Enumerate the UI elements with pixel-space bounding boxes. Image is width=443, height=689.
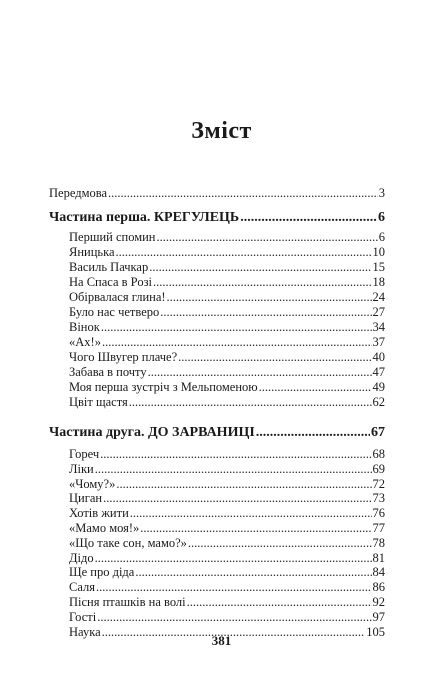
toc-entry-title: Саля: [69, 580, 95, 595]
toc-chapter[interactable]: [69, 320, 385, 335]
toc-entry-title: Циган: [69, 491, 103, 506]
toc-entry-page: 15: [372, 260, 385, 274]
toc-entry-page: 47: [372, 365, 385, 379]
leader-dots: [153, 275, 372, 290]
toc-chapter[interactable]: [69, 551, 385, 566]
toc-chapter[interactable]: [69, 580, 385, 595]
toc-entry-page: 105: [366, 624, 385, 639]
leader-dots: [148, 365, 372, 380]
toc-part-page: 6: [378, 210, 385, 225]
toc-entry-title: Перший спомин: [69, 230, 156, 244]
leader-dots: [101, 320, 372, 335]
toc-entry-page: 86: [372, 580, 385, 595]
leader-dots: [116, 477, 371, 492]
leader-dots: [95, 551, 372, 566]
toc-entry-page: 62: [372, 395, 385, 409]
leader-dots: [108, 186, 378, 201]
toc-entry-preface[interactable]: [49, 186, 385, 201]
toc-chapter[interactable]: [69, 491, 385, 506]
leader-dots: [129, 395, 372, 410]
leader-dots: [135, 565, 371, 580]
toc-entry-page: 72: [372, 476, 385, 491]
toc-entry-title: Дідо: [69, 550, 94, 565]
toc-chapter[interactable]: [69, 477, 385, 492]
toc-entry-page: 81: [372, 550, 385, 565]
toc-entry-title: Пісня пташків на волі: [69, 595, 186, 609]
toc-chapter[interactable]: [69, 380, 385, 395]
toc-chapter[interactable]: [69, 395, 385, 410]
toc-part-page: 67: [371, 425, 385, 440]
toc-chapter[interactable]: [69, 290, 385, 305]
toc-chapter[interactable]: [69, 365, 385, 380]
toc-chapter[interactable]: [69, 536, 385, 551]
toc-entry-page: 24: [372, 290, 385, 304]
toc-entry-page: 73: [372, 491, 385, 506]
toc-chapter[interactable]: [69, 260, 385, 275]
leader-dots: [167, 290, 372, 305]
toc-entry-page: 34: [372, 320, 385, 334]
toc-chapter[interactable]: [69, 275, 385, 290]
leader-dots: [160, 305, 371, 320]
toc-entry-title: Ліки: [69, 461, 94, 476]
leader-dots: [130, 506, 372, 521]
page-number: 381: [211, 633, 232, 648]
toc-entry-title: Яницька: [69, 245, 115, 259]
toc-chapter[interactable]: [69, 305, 385, 320]
toc-part-2[interactable]: [49, 425, 385, 441]
toc-entry-page: 27: [372, 305, 385, 319]
toc-entry-page: 68: [372, 447, 385, 461]
toc-entry-page: 92: [372, 595, 385, 609]
toc-entry-title: Вінок: [69, 320, 100, 334]
toc-entry-title: Цвіт щастя: [69, 395, 128, 409]
leader-dots: [96, 580, 372, 595]
toc-entry-page: 6: [378, 230, 385, 244]
toc-entry-title: Гореч: [69, 447, 100, 461]
toc-entry-title: «Чому?»: [69, 476, 116, 491]
toc-entry-page: 37: [372, 335, 385, 349]
leader-dots: [256, 425, 370, 441]
toc-entry-page: 49: [372, 380, 385, 394]
toc-entry-page: 10: [372, 245, 385, 259]
toc-entry-title: Ще про діда: [69, 565, 135, 580]
toc-entry-page: 3: [378, 186, 385, 200]
toc-chapter[interactable]: [69, 335, 385, 350]
toc-entry-title: «Що таке сон, мамо?»: [69, 535, 187, 550]
toc-entry-title: Передмова: [49, 186, 108, 200]
leader-dots: [97, 610, 371, 625]
toc-entry-page: 84: [372, 565, 385, 580]
toc-entry-title: «Мамо моя!»: [69, 521, 140, 535]
toc-chapter[interactable]: [69, 506, 385, 521]
toc-entry-title: Чого Швугер плаче?: [69, 350, 178, 364]
toc-entry-title: Забава в почту: [69, 365, 147, 379]
leader-dots: [178, 350, 371, 365]
toc-entry-title: На Спаса в Розі: [69, 275, 152, 289]
toc-chapter[interactable]: [69, 521, 385, 536]
leader-dots: [187, 595, 372, 610]
toc-chapter[interactable]: [69, 610, 385, 625]
toc-entry-title: Моя перша зустріч з Мельпоменою: [69, 380, 258, 394]
toc-entry-title: Було нас четверо: [69, 305, 160, 319]
toc-entry-title: Василь Пачкар: [69, 260, 149, 274]
leader-dots: [103, 491, 371, 506]
leader-dots: [100, 447, 371, 462]
leader-dots: [188, 536, 372, 551]
toc-chapter[interactable]: [69, 462, 385, 477]
toc-entry-title: «Ах!»: [69, 335, 101, 349]
toc-entry-page: 78: [372, 535, 385, 550]
toc-chapter[interactable]: [69, 595, 385, 610]
toc-part-1[interactable]: [49, 210, 385, 226]
leader-dots: [140, 521, 371, 536]
toc-entry-page: 18: [372, 275, 385, 289]
toc-part-title: Частина друга. ДО ЗАРВАНИЦІ: [49, 425, 255, 440]
leader-dots: [240, 210, 377, 226]
page-title: Зміст: [191, 118, 252, 144]
toc-entry-page: 97: [372, 609, 385, 624]
toc-entry-title: Хотів жити: [69, 506, 129, 521]
toc-entry-page: 76: [372, 506, 385, 521]
toc-entry-title: Обірвалася глина!: [69, 290, 166, 304]
toc-chapter[interactable]: [69, 230, 385, 245]
toc-entry-title: Наука: [69, 624, 101, 639]
leader-dots: [102, 335, 372, 350]
leader-dots: [157, 230, 378, 245]
leader-dots: [259, 380, 372, 395]
leader-dots: [116, 245, 372, 260]
leader-dots: [95, 462, 372, 477]
toc-entry-page: 40: [372, 350, 385, 364]
toc-chapter[interactable]: [69, 245, 385, 260]
leader-dots: [149, 260, 371, 275]
toc-chapter[interactable]: [69, 350, 385, 365]
toc-entry-page: 69: [372, 461, 385, 476]
toc-chapter[interactable]: [69, 565, 385, 580]
toc-chapter[interactable]: [69, 447, 385, 462]
toc-entry-title: Гості: [69, 609, 97, 624]
toc-entry-page: 77: [372, 521, 385, 535]
toc-part-title: Частина перша. КРЕГУЛЕЦЬ: [49, 210, 240, 225]
